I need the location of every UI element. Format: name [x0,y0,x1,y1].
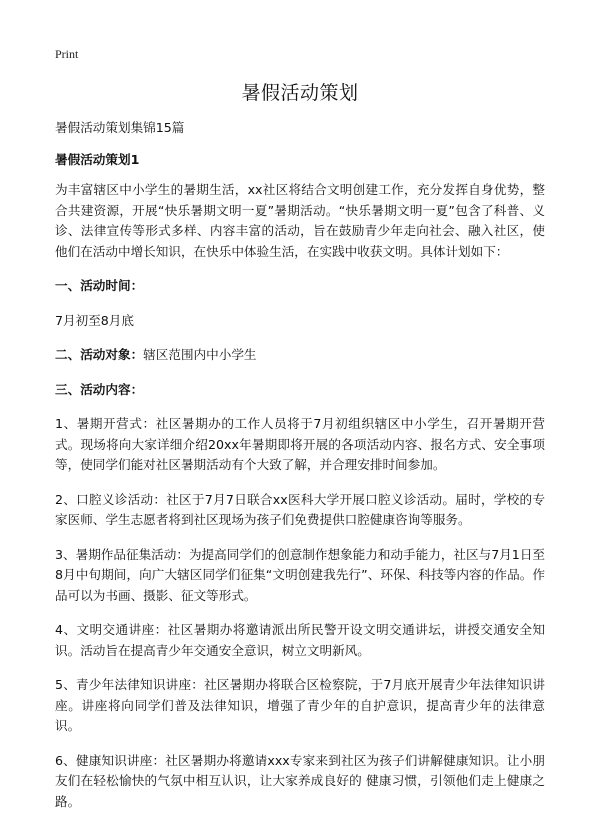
content-item-3: 3、暑期作品征集活动：为提高同学们的创意制作想象能力和动手能力，社区与7月1日至8月中旬期间，向广大辖区同学们征集“文明创建我先行”、环保、科技等内容的作品。作品可以为书画、摄影、征文等形式。 [55,546,546,603]
document-body [55,118,545,826]
page-title: 暑假活动策划 [241,82,359,104]
intro-paragraph: 为丰富辖区中小学生的暑期生活，xx社区将结合文明创建工作，充分发挥自身优势，整合共建资源，开展“快乐暑期文明一夏”暑期活动。“快乐暑期文明一夏”包含了科普、义诊、法律宣传等形式多样、内容丰富的活动，旨在鼓励青少年走向社会、融入社区，使他们在活动中增长知识，在快乐中体验生活，在实践中收获文明。具体计划如下： [55,182,545,259]
content-item-6: 6、健康知识讲座：社区暑期办将邀请xxx专家来到社区为孩子们讲解健康知识。让小朋友们在轻松愉快的气氛中相互认识，让大家养成良好的 健康习惯，引领他们走上健康之路。 [55,752,545,809]
print-link[interactable]: Print [55,47,79,61]
section-audience-body: 辖区范围内中小学生 [143,347,257,362]
section-content-heading: 三、活动内容： [55,381,144,397]
content-item-4: 4、文明交通讲座：社区暑期办将邀请派出所民警开设文明交通讲坛，讲授交通安全知识。活动旨在提高青少年交通安全意识，树立文明新风。 [55,622,545,658]
section-time-body: 7月初至8月底 [55,312,134,328]
document-subtitle: 暑假活动策划集锦15篇 [55,120,185,135]
content-item-2: 2、口腔义诊活动：社区于7月7日联合xx医科大学开展口腔义诊活动。届时，学校的专家医师、学生志愿者将到社区现场为孩子们免费提供口腔健康咨询等服务。 [55,491,545,527]
content-item-1: 1、暑期开营式：社区暑期办的工作人员将于7月初组织辖区中小学生，召开暑期开营式。现场将向大家详细介绍20xx年暑期即将开展的各项活动内容、报名方式、安全事项等，使同学们能对社区暑期活动有个大致了解，并合理安排时间参加。 [55,416,545,472]
article-heading: 暑假活动策划1 [55,151,140,167]
section-audience [55,345,545,366]
section-time-heading: 一、活动时间： [55,278,144,293]
section-audience-heading: 二、活动对象： [55,347,144,362]
content-item-5: 5、青少年法律知识讲座：社区暑期办将联合区检察院，于7月底开展青少年法律知识讲座。讲座将向同学们普及法律知识，增强了青少年的自护意识，提高青少年的法律意识。 [55,677,545,733]
